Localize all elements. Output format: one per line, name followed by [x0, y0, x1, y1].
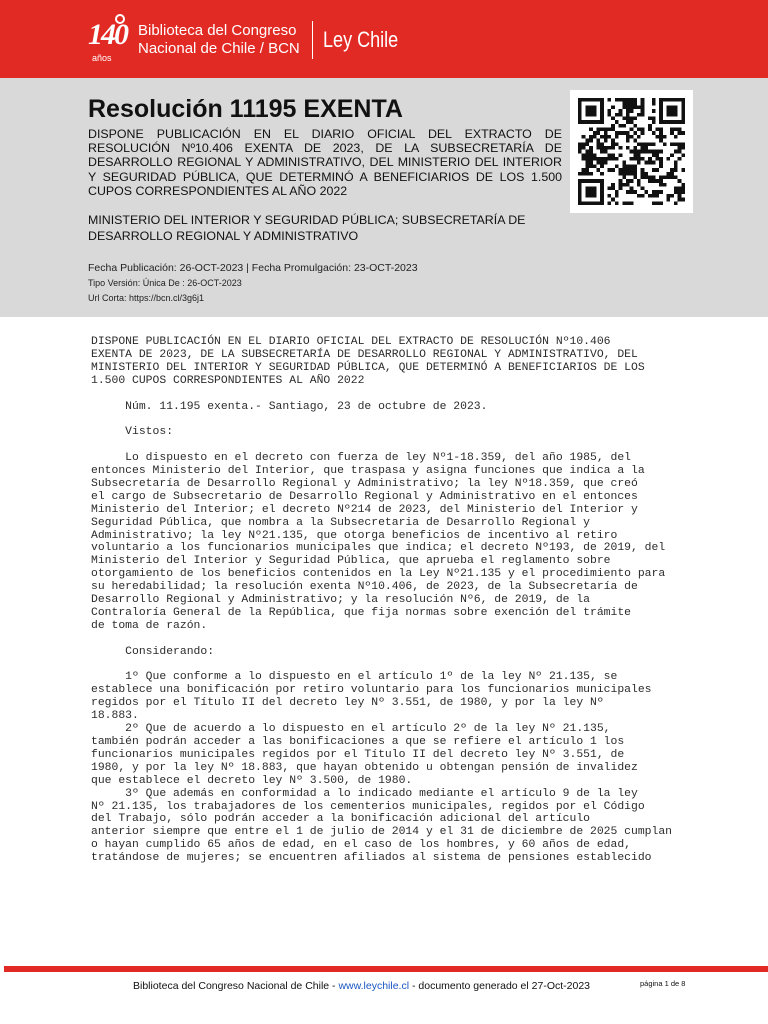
text-line: que establece el decreto ley Nº 3.500, de 1980. [91, 774, 413, 787]
text-line: 2º Que de acuerdo a lo dispuesto en el artículo 2º de la ley Nº 21.135, [91, 723, 611, 736]
text-line: Administrativo; la ley Nº21.135, que otorga beneficios de incentivo al retiro [91, 529, 618, 542]
publication-dates: Fecha Publicación: 26-OCT-2023 | Fecha Promulgación: 23-OCT-2023 [88, 262, 418, 274]
logo-anos: años [92, 53, 112, 63]
text-line: 3º Que además en conformidad a lo indicado mediante el artículo 9 de la ley [91, 787, 638, 800]
header-bar [0, 0, 768, 78]
text-line: anterior siempre que entre el 1 de julio de 2014 y el 31 de diciembre de 2025 cumplan [91, 826, 673, 839]
text-line: voluntario a los funcionarios municipales que indica; el decreto Nº193, de 2019, del [91, 542, 666, 555]
text-line: Seguridad Pública, que nombra a la Subsecretaria de Desarrollo Regional y [91, 516, 590, 529]
text-line: regidos por el Título II del decreto ley Nº 3.551, de 1980, y por la ley Nº [91, 697, 604, 710]
qr-code-icon[interactable] [570, 90, 693, 213]
leychile-link[interactable]: www.leychile.cl [338, 980, 410, 992]
text-line: o hayan cumplido 65 años de edad, en el caso de los hombres, y 60 años de edad, [91, 839, 632, 852]
page-number: página 1 de 8 [640, 979, 686, 988]
text-line: el cargo de Subsecretario de Desarrollo Regional y Administrativo en el entonces [91, 490, 638, 503]
resolution-title: Resolución 11195 EXENTA [88, 95, 403, 123]
text-line: Desarrollo Regional y Administrativo; y la resolución Nº6, de 2019, de la [91, 594, 590, 607]
text-line: de toma de razón. [91, 619, 208, 632]
text-line: del Trabajo, sólo podrán acceder a la bonificación adicional del artículo [91, 813, 590, 826]
body-heading [91, 336, 741, 388]
heading-line: EXENTA DE 2023, DE LA SUBSECRETARÍA DE DESARROLLO REGIONAL Y ADMINISTRATIVO, DEL [91, 348, 638, 361]
footer-text-before: Biblioteca del Congreso Nacional de Chile - [133, 980, 339, 992]
logo-divider [312, 21, 313, 59]
logo-140-number: 140 [88, 18, 127, 51]
logo-text [138, 22, 300, 58]
footer-divider [4, 966, 768, 972]
heading-line: DISPONE PUBLICACIÓN EN EL DIARIO OFICIAL DEL EXTRACTO DE RESOLUCIÓN Nº10.406 [91, 336, 611, 348]
vistos-paragraph [91, 452, 741, 633]
text-line: su heredabilidad; la resolución exenta Nº10.406, de 2023, de la Subsecretaría de [91, 581, 638, 594]
ley-chile-brand[interactable]: Ley Chile [322, 27, 398, 52]
footer-text [133, 980, 590, 992]
resolution-number-line: Núm. 11.195 exenta.- Santiago, 23 de octubre de 2023. [91, 400, 488, 413]
version-type: Tipo Versión: Única De : 26-OCT-2023 [88, 278, 242, 288]
text-line: 1º Que conforme a lo dispuesto en el artículo 1º de la ley Nº 21.135, se [91, 671, 618, 684]
text-line: también podrán acceder a las bonificaciones a que se refiere el artículo 1 los [91, 736, 625, 749]
heading-line: 1.500 CUPOS CORRESPONDIENTES AL AÑO 2022 [91, 374, 365, 387]
anniversary-140-icon [88, 16, 132, 64]
text-line: Ministerio del Interior y Seguridad Pública, que aprueba el reglamento sobre [91, 555, 611, 568]
bcn-logo[interactable] [88, 14, 414, 66]
resolution-summary: DISPONE PUBLICACIÓN EN EL DIARIO OFICIAL DEL EXTRACTO DE RESOLUCIÓN Nº10.406 EXENTA DE 2023, DE LA SUBSECRETARÍA DE DESARROLLO REGIONAL Y ADMINISTRATIVO, DEL MINISTERIO DEL INTERIOR Y SEGURIDAD PÚBLICA, QUE DETERMINÓ A BENEFICIARIOS DE LOS 1.500 CUPOS CORRESPONDIENTES AL AÑO 2022 [88, 127, 562, 198]
text-line: entonces Ministerio del Interior, que traspasa y asigna funciones que indica a la [91, 465, 645, 478]
short-url[interactable]: Url Corta: https://bcn.cl/3g6j1 [88, 293, 205, 303]
logo-line-2: Nacional de Chile / BCN [138, 40, 300, 57]
text-line: Nº 21.135, los trabajadores de los cementerios municipales, regidos por el Código [91, 800, 645, 813]
text-line: 18.883. [91, 710, 139, 723]
text-line: Contraloría General de la República, que fija normas sobre exención del trámite [91, 606, 632, 619]
text-line: Subsecretaría de Desarrollo Regional y Administrativo; la ley Nº18.359, que creó [91, 477, 638, 490]
logo-ring-icon [115, 14, 125, 24]
text-line: tratándose de mujeres; se encuentren afiliados al sistema de pensiones establecido [91, 852, 652, 865]
considerando-paragraphs [91, 671, 741, 865]
text-line: Ministerio del Interior; el decreto Nº214 de 2023, del Ministerio del Interior y [91, 503, 638, 516]
footer-text-after: - documento generado el 27-Oct-2023 [409, 980, 591, 992]
logo-line-1: Biblioteca del Congreso [138, 22, 297, 39]
considerando-heading: Considerando: [91, 645, 215, 658]
heading-line: MINISTERIO DEL INTERIOR Y SEGURIDAD PÚBLICA, QUE DETERMINÓ A BENEFICIARIOS DE LOS [91, 361, 645, 374]
text-line: otorgamiento de los beneficios contenidos en la Ley Nº21.135 y el procedimiento para [91, 568, 666, 581]
vistos-heading: Vistos: [91, 426, 174, 439]
text-line: establece una bonificación por retiro voluntario para los funcionarios municipales [91, 684, 652, 697]
text-line: funcionarios municipales regidos por el Título II del decreto ley Nº 3.551, de [91, 748, 625, 761]
text-line: Lo dispuesto en el decreto con fuerza de ley Nº1-18.359, del año 1985, del [91, 452, 632, 465]
document-body [91, 336, 741, 865]
text-line: 1980, y por la ley Nº 18.883, que hayan obtenido u obtengan pensión de invalidez [91, 761, 638, 774]
page-footer [0, 976, 768, 996]
resolution-organism: MINISTERIO DEL INTERIOR Y SEGURIDAD PÚBLICA; SUBSECRETARÍA DE DESARROLLO REGIONAL Y ADMINISTRATIVO [88, 213, 526, 243]
